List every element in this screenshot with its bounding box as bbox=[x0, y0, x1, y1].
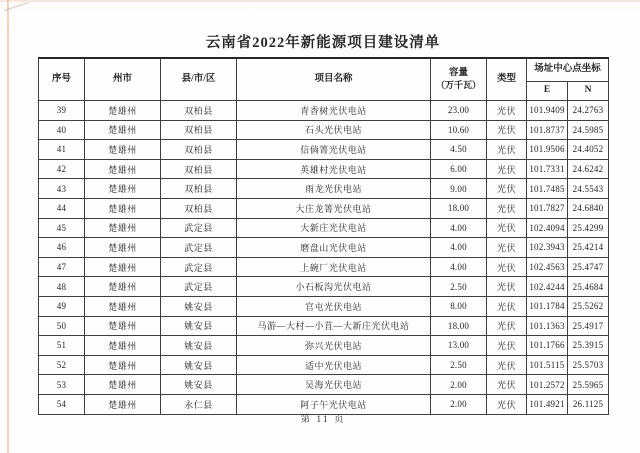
cell-capacity: 23.00 bbox=[431, 101, 487, 121]
col-header-capacity-line1: 容量 bbox=[448, 67, 468, 78]
cell-coord-e: 101.7827 bbox=[527, 198, 568, 218]
cell-capacity: 6.00 bbox=[431, 159, 487, 179]
table-row bbox=[39, 179, 609, 199]
cell-coord-n: 25.3915 bbox=[568, 336, 609, 356]
cell-capacity: 18.00 bbox=[431, 198, 487, 218]
table-row bbox=[39, 140, 609, 160]
cell-capacity: 4.00 bbox=[431, 218, 487, 238]
cell-capacity: 2.50 bbox=[431, 277, 487, 297]
cell-prefecture: 楚雄州 bbox=[85, 120, 161, 140]
page-number: 第 11 页 bbox=[300, 415, 346, 425]
cell-no: 50 bbox=[39, 316, 85, 336]
cell-type: 光伏 bbox=[487, 316, 527, 336]
cell-project-name: 小石板沟光伏电站 bbox=[237, 277, 431, 297]
cell-coord-e: 101.2572 bbox=[527, 375, 568, 395]
cell-coord-n: 25.5965 bbox=[568, 375, 609, 395]
cell-project-name: 石头光伏电站 bbox=[237, 120, 431, 140]
table-row bbox=[39, 316, 609, 336]
cell-coord-e: 102.3943 bbox=[527, 238, 568, 258]
cell-capacity: 2.00 bbox=[431, 394, 487, 414]
cell-capacity: 9.00 bbox=[431, 179, 487, 199]
cell-coord-n: 25.4747 bbox=[568, 257, 609, 277]
cell-no: 45 bbox=[39, 218, 85, 238]
cell-capacity: 2.50 bbox=[431, 355, 487, 375]
cell-project-name: 上碗厂光伏电站 bbox=[237, 257, 431, 277]
cell-no: 48 bbox=[39, 277, 85, 297]
cell-coord-e: 102.4563 bbox=[527, 257, 568, 277]
cell-capacity: 2.00 bbox=[431, 375, 487, 395]
cell-coord-e: 101.1784 bbox=[527, 296, 568, 316]
table-row bbox=[39, 101, 609, 121]
cell-prefecture: 楚雄州 bbox=[85, 394, 161, 414]
cell-coord-e: 101.9409 bbox=[527, 101, 568, 121]
cell-project-name: 吴海光伏电站 bbox=[237, 375, 431, 395]
cell-coord-n: 26.1125 bbox=[568, 394, 609, 414]
table-row bbox=[39, 277, 609, 297]
cell-county: 武定县 bbox=[161, 257, 237, 277]
col-header-n: N bbox=[568, 82, 609, 101]
cell-coord-e: 101.7331 bbox=[527, 159, 568, 179]
cell-prefecture: 楚雄州 bbox=[85, 355, 161, 375]
cell-prefecture: 楚雄州 bbox=[85, 140, 161, 160]
table-body bbox=[39, 101, 609, 415]
cell-prefecture: 楚雄州 bbox=[85, 179, 161, 199]
cell-prefecture: 楚雄州 bbox=[85, 257, 161, 277]
col-header-capacity-line2: （万千瓦） bbox=[435, 79, 481, 90]
table-row bbox=[39, 296, 609, 316]
cell-project-name: 雨龙光伏电站 bbox=[237, 179, 431, 199]
table-row bbox=[39, 159, 609, 179]
cell-coord-e: 101.8737 bbox=[527, 120, 568, 140]
cell-coord-n: 24.6242 bbox=[568, 159, 609, 179]
cell-prefecture: 楚雄州 bbox=[85, 198, 161, 218]
cell-project-name: 大新庄光伏电站 bbox=[237, 218, 431, 238]
cell-county: 姚安县 bbox=[161, 355, 237, 375]
cell-coord-n: 25.5262 bbox=[568, 296, 609, 316]
cell-no: 44 bbox=[39, 198, 85, 218]
cell-prefecture: 楚雄州 bbox=[85, 277, 161, 297]
cell-type: 光伏 bbox=[487, 179, 527, 199]
cell-no: 43 bbox=[39, 179, 85, 199]
cell-capacity: 4.00 bbox=[431, 238, 487, 258]
cell-project-name: 磨盘山光伏电站 bbox=[237, 238, 431, 258]
cell-coord-n: 25.4214 bbox=[568, 238, 609, 258]
cell-type: 光伏 bbox=[487, 355, 527, 375]
cell-coord-e: 102.4094 bbox=[527, 218, 568, 238]
cell-prefecture: 楚雄州 bbox=[85, 296, 161, 316]
table-row bbox=[39, 238, 609, 258]
cell-type: 光伏 bbox=[487, 120, 527, 140]
cell-type: 光伏 bbox=[487, 257, 527, 277]
cell-coord-n: 25.4684 bbox=[568, 277, 609, 297]
cell-project-name: 马游—大村—小苴—大新庄光伏电站 bbox=[237, 316, 431, 336]
cell-coord-e: 101.9506 bbox=[527, 140, 568, 160]
table-row bbox=[39, 198, 609, 218]
cell-coord-n: 24.5985 bbox=[568, 120, 609, 140]
cell-no: 42 bbox=[39, 159, 85, 179]
col-header-county: 县/市/区 bbox=[161, 58, 237, 101]
cell-project-name: 青香树光伏电站 bbox=[237, 101, 431, 121]
cell-capacity: 4.00 bbox=[431, 257, 487, 277]
table-row bbox=[39, 257, 609, 277]
cell-county: 双柏县 bbox=[161, 159, 237, 179]
cell-no: 47 bbox=[39, 257, 85, 277]
col-header-capacity bbox=[431, 58, 487, 101]
cell-county: 双柏县 bbox=[161, 120, 237, 140]
cell-no: 46 bbox=[39, 238, 85, 258]
cell-prefecture: 楚雄州 bbox=[85, 375, 161, 395]
cell-coord-e: 102.4244 bbox=[527, 277, 568, 297]
cell-county: 武定县 bbox=[161, 218, 237, 238]
cell-coord-n: 25.4299 bbox=[568, 218, 609, 238]
scan-edge-top bbox=[0, 0, 640, 2]
document-title: 云南省2022年新能源项目建设清单 bbox=[205, 35, 441, 51]
cell-county: 姚安县 bbox=[161, 296, 237, 316]
cell-type: 光伏 bbox=[487, 296, 527, 316]
cell-county: 双柏县 bbox=[161, 179, 237, 199]
col-header-prefecture: 州市 bbox=[85, 58, 161, 101]
cell-coord-e: 101.7485 bbox=[527, 179, 568, 199]
cell-no: 39 bbox=[39, 101, 85, 121]
cell-project-name: 适中光伏电站 bbox=[237, 355, 431, 375]
cell-no: 53 bbox=[39, 375, 85, 395]
cell-capacity: 4.50 bbox=[431, 140, 487, 160]
cell-county: 姚安县 bbox=[161, 336, 237, 356]
cell-coord-n: 24.4052 bbox=[568, 140, 609, 160]
cell-county: 双柏县 bbox=[161, 198, 237, 218]
cell-project-name: 官屯光伏电站 bbox=[237, 296, 431, 316]
cell-capacity: 8.00 bbox=[431, 296, 487, 316]
cell-type: 光伏 bbox=[487, 277, 527, 297]
cell-project-name: 阿子午光伏电站 bbox=[237, 394, 431, 414]
cell-project-name: 大庄龙箐光伏电站 bbox=[237, 198, 431, 218]
cell-county: 永仁县 bbox=[161, 394, 237, 414]
col-header-type: 类型 bbox=[487, 58, 527, 101]
cell-type: 光伏 bbox=[487, 140, 527, 160]
cell-no: 52 bbox=[39, 355, 85, 375]
cell-type: 光伏 bbox=[487, 198, 527, 218]
cell-prefecture: 楚雄州 bbox=[85, 101, 161, 121]
cell-coord-n: 25.5703 bbox=[568, 355, 609, 375]
cell-type: 光伏 bbox=[487, 159, 527, 179]
table-header bbox=[39, 58, 609, 101]
cell-coord-e: 101.1766 bbox=[527, 336, 568, 356]
cell-type: 光伏 bbox=[487, 336, 527, 356]
cell-no: 40 bbox=[39, 120, 85, 140]
col-header-name: 项目名称 bbox=[237, 58, 431, 101]
cell-coord-n: 25.4917 bbox=[568, 316, 609, 336]
cell-project-name: 信倘箐光伏电站 bbox=[237, 140, 431, 160]
cell-no: 41 bbox=[39, 140, 85, 160]
projects-table bbox=[38, 57, 609, 415]
cell-prefecture: 楚雄州 bbox=[85, 238, 161, 258]
cell-type: 光伏 bbox=[487, 218, 527, 238]
cell-type: 光伏 bbox=[487, 375, 527, 395]
cell-capacity: 13.00 bbox=[431, 336, 487, 356]
table-row bbox=[39, 375, 609, 395]
cell-type: 光伏 bbox=[487, 101, 527, 121]
cell-county: 双柏县 bbox=[161, 101, 237, 121]
cell-coord-e: 101.5115 bbox=[527, 355, 568, 375]
cell-capacity: 18.00 bbox=[431, 316, 487, 336]
cell-county: 姚安县 bbox=[161, 316, 237, 336]
table-row bbox=[39, 355, 609, 375]
cell-coord-e: 101.4921 bbox=[527, 394, 568, 414]
cell-county: 武定县 bbox=[161, 277, 237, 297]
cell-project-name: 英雄村光伏电站 bbox=[237, 159, 431, 179]
cell-type: 光伏 bbox=[487, 238, 527, 258]
cell-prefecture: 楚雄州 bbox=[85, 159, 161, 179]
cell-project-name: 弥兴光伏电站 bbox=[237, 336, 431, 356]
cell-type: 光伏 bbox=[487, 394, 527, 414]
cell-coord-n: 24.2763 bbox=[568, 101, 609, 121]
cell-county: 姚安县 bbox=[161, 375, 237, 395]
cell-county: 双柏县 bbox=[161, 140, 237, 160]
col-header-e: E bbox=[527, 82, 568, 101]
cell-county: 武定县 bbox=[161, 238, 237, 258]
cell-capacity: 10.60 bbox=[431, 120, 487, 140]
col-header-coords: 场址中心点坐标 bbox=[527, 58, 609, 82]
scan-edge-left bbox=[7, 0, 9, 453]
cell-prefecture: 楚雄州 bbox=[85, 218, 161, 238]
table-row bbox=[39, 218, 609, 238]
cell-prefecture: 楚雄州 bbox=[85, 316, 161, 336]
cell-coord-n: 24.5543 bbox=[568, 179, 609, 199]
cell-coord-e: 101.1363 bbox=[527, 316, 568, 336]
cell-coord-n: 24.6840 bbox=[568, 198, 609, 218]
table-row bbox=[39, 336, 609, 356]
cell-no: 51 bbox=[39, 336, 85, 356]
col-header-no: 序号 bbox=[39, 58, 85, 101]
table-row bbox=[39, 120, 609, 140]
cell-prefecture: 楚雄州 bbox=[85, 336, 161, 356]
cell-no: 54 bbox=[39, 394, 85, 414]
cell-no: 49 bbox=[39, 296, 85, 316]
